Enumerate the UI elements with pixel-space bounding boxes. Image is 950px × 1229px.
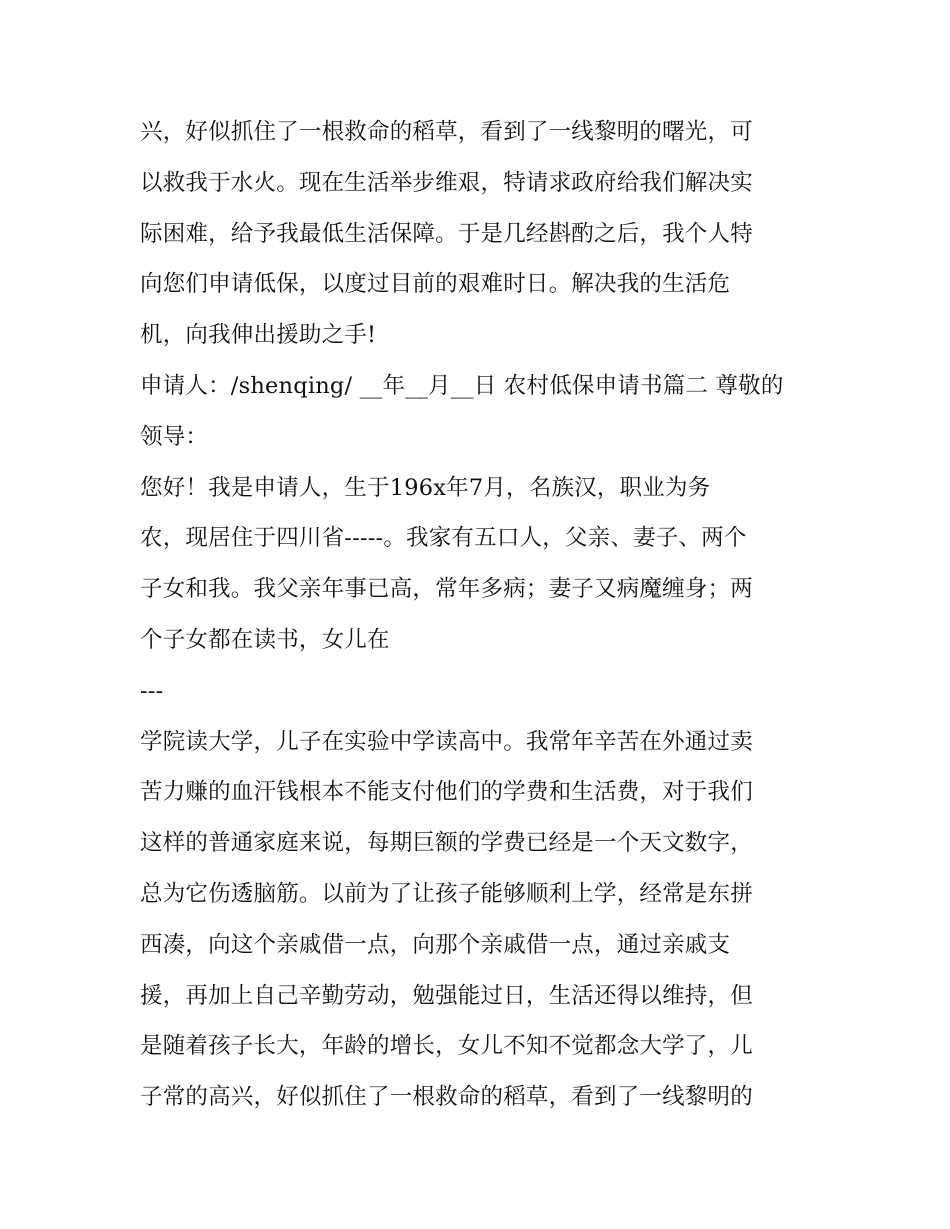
text-line: 农，现居住于四川省-----。我家有五口人，父亲、妻子、两个 bbox=[140, 525, 747, 552]
text-line: 西凑，向这个亲戚借一点，向那个亲戚借一点，通过亲戚支 bbox=[140, 931, 731, 958]
text-line: 个子女都在读书，女儿在 bbox=[140, 626, 390, 653]
text-line: 这样的普通家庭来说，每期巨额的学费已经是一个天文数字， bbox=[140, 830, 753, 857]
text-line: 领导： bbox=[140, 423, 209, 450]
text-line: 您好！我是申请人，生于196x年7月，名族汉，职业为务 bbox=[140, 474, 711, 501]
text-line: 向您们申请低保，以度过目前的艰难时日。解决我的生活危 bbox=[140, 271, 731, 298]
text-line: 学院读大学，儿子在实验中学读高中。我常年辛苦在外通过卖 bbox=[140, 728, 753, 755]
text-line: 兴，好似抓住了一根救命的稻草，看到了一线黎明的曙光，可 bbox=[140, 119, 753, 145]
text-line: 援，再加上自己辛勤劳动，勉强能过日，生活还得以维持，但 bbox=[140, 982, 753, 1009]
text-line: 苦力赚的血汗钱根本不能支付他们的学费和生活费，对于我们 bbox=[140, 779, 753, 806]
document-body bbox=[140, 107, 812, 1123]
text-line: 子常的高兴，好似抓住了一根救命的稻草，看到了一线黎明的 bbox=[140, 1084, 753, 1111]
text-line: 子女和我。我父亲年事已高，常年多病；妻子又病魔缠身；两 bbox=[140, 576, 753, 603]
page-separator: --- bbox=[140, 677, 164, 704]
text-line: 是随着孩子长大，年龄的增长，女儿不知不觉都念大学了，儿 bbox=[140, 1033, 753, 1060]
text-line: 总为它伤透脑筋。以前为了让孩子能够顺利上学，经常是东拼 bbox=[140, 880, 753, 907]
text-line: 际困难，给予我最低生活保障。于是几经斟酌之后，我个人特 bbox=[140, 220, 753, 247]
text-line: 机，向我伸出援助之手! bbox=[140, 322, 377, 349]
text-line: 以救我于水火。现在生活举步维艰，特请求政府给我们解决实 bbox=[140, 169, 753, 196]
text-line: 申请人：/shenqing/ __年__月__日 农村低保申请书篇二 尊敬的 bbox=[140, 372, 784, 399]
